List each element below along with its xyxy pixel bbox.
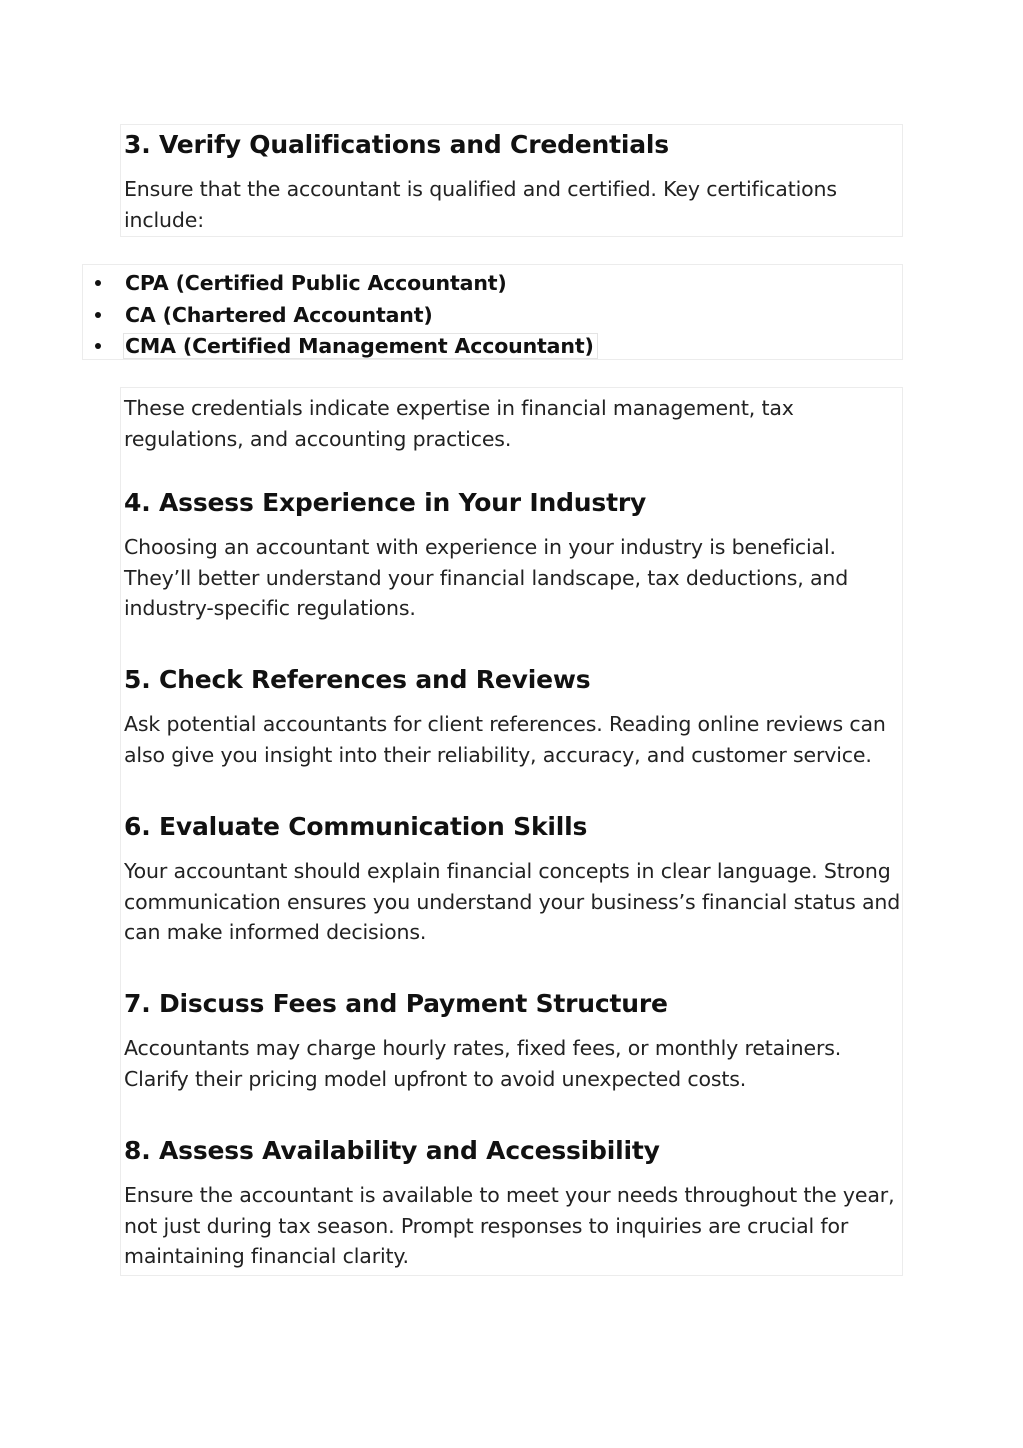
credentials-note: These credentials indicate expertise in financial management, tax regulations, and accounting practices.: [124, 396, 794, 451]
section-body: Ensure the accountant is available to meet your needs throughout the year, not just during tax season. Prompt responses to inquiries are crucial for maintaining financial clarity.: [124, 1183, 895, 1268]
content-body: [120, 387, 903, 1276]
section-heading: 7. Discuss Fees and Payment Structure: [124, 989, 668, 1018]
section-body: Choosing an accountant with experience in your industry is beneficial. They’ll better understand your financial landscape, tax deductions, and industry-specific regulations.: [124, 535, 849, 620]
section-body: Ask potential accountants for client references. Reading online reviews can also give you insight into their reliability, accuracy, and customer service.: [124, 712, 886, 767]
section-heading: 5. Check References and Reviews: [124, 665, 591, 694]
section-heading: 3. Verify Qualifications and Credentials: [124, 130, 669, 159]
section-industry-experience: [124, 487, 899, 624]
section-heading: 6. Evaluate Communication Skills: [124, 812, 588, 841]
section-heading: 8. Assess Availability and Accessibility: [124, 1136, 660, 1165]
section-body: Your accountant should explain financial concepts in clear language. Strong communication ensures you understand your business’s financial status and can make informed decisions.: [124, 859, 901, 944]
bullet-icon: [95, 280, 101, 286]
bullet-icon: [95, 312, 101, 318]
credentials-note-section: [124, 393, 899, 454]
section-communication-skills: [124, 811, 899, 948]
section-availability: [124, 1135, 899, 1272]
section-heading: 4. Assess Experience in Your Industry: [124, 488, 647, 517]
certification-label: CA (Chartered Accountant): [125, 303, 433, 327]
certification-list: [82, 264, 903, 360]
section-body: Accountants may charge hourly rates, fixed fees, or monthly retainers. Clarify their pricing model upfront to avoid unexpected costs.: [124, 1036, 842, 1091]
section-fees-payment: [124, 988, 899, 1094]
certification-label: CPA (Certified Public Accountant): [125, 271, 507, 295]
certification-label: CMA (Certified Management Accountant): [123, 333, 598, 359]
section-references-reviews: [124, 664, 899, 770]
bullet-icon: [95, 343, 101, 349]
section-verify-qualifications: [120, 124, 903, 237]
section-body: Ensure that the accountant is qualified and certified. Key certifications include:: [124, 177, 837, 232]
